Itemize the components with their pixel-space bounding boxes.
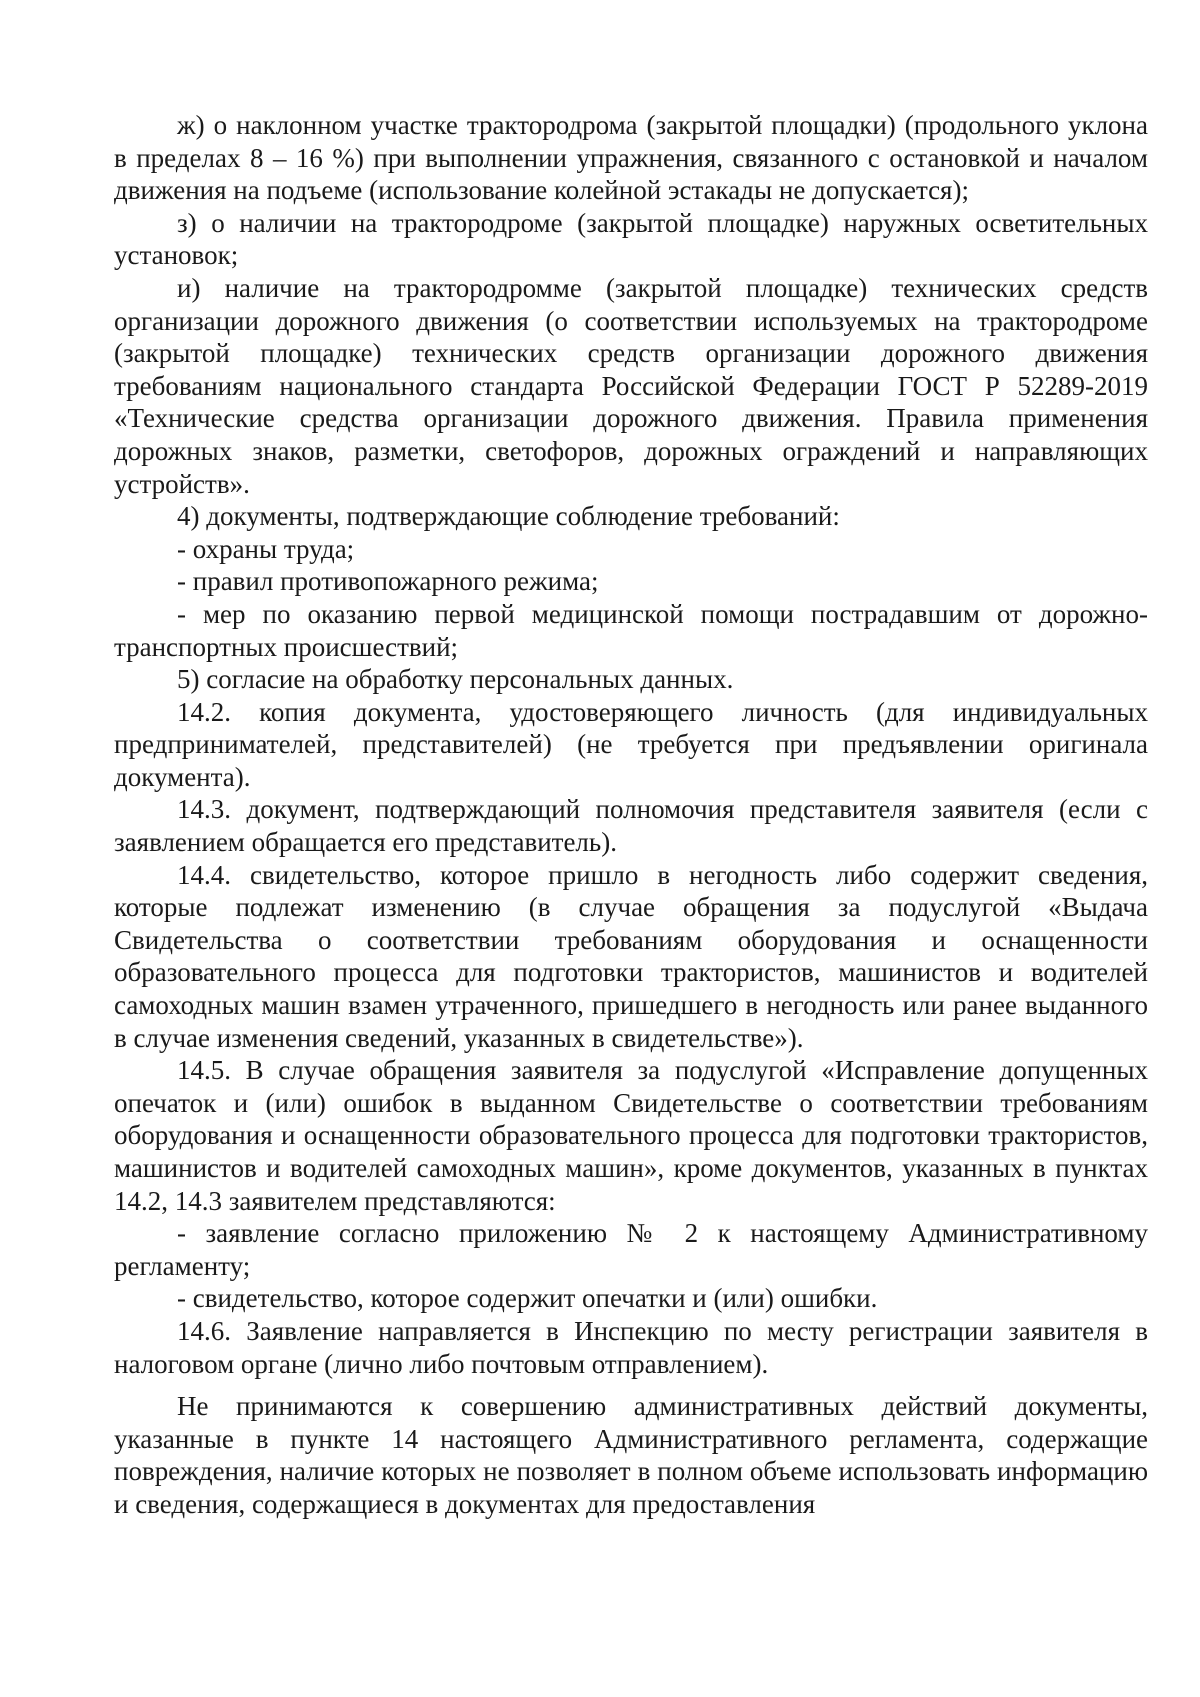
paragraph-14-2: 14.2. копия документа, удостоверяющего личность (для индивидуальных предпринимателей, представителей) (не требуется при предъявлении оригинала документа).: [114, 696, 1148, 792]
paragraph-14-5: 14.5. В случае обращения заявителя за подуслугой «Исправление допущенных опечаток и (или) ошибок в выданном Свидетельстве о соответствии требованиям оборудования и оснащенности образовательного процесса для подготовки трактористов, машинистов и водителей самоходных машин», кроме документов, указанных в пунктах 14.2, 14.3 заявителем представляются:: [114, 1055, 1148, 1216]
list-item-application: - заявление согласно приложению № 2 к настоящему Административному регламенту;: [114, 1218, 1148, 1281]
list-item-labor-protection: - охраны труда;: [177, 533, 355, 564]
paragraph-14-6: 14.6. Заявление направляется в Инспекцию по месту регистрации заявителя в налоговом органе (лично либо почтовым отправлением).: [114, 1315, 1148, 1379]
paragraph-4-documents: 4) документы, подтверждающие соблюдение требований:: [177, 501, 840, 532]
list-item-certificate: - свидетельство, которое содержит опечатки и (или) ошибки.: [177, 1283, 878, 1314]
document-body: [114, 109, 1148, 1521]
paragraph-i-traffic-means: и) наличие на трактородромме (закрытой площадке) технических средств организации дорожного движения (о соответствии используемых на трактородроме (закрытой площадке) технических средств организации дорожного движения требованиям национального стандарта Российской Федерации ГОСТ Р 52289-2019 «Технические средства организации дорожного движения. Правила применения дорожных знаков, разметки, светофоров, дорожных ограждений и направляющих устройств».: [114, 272, 1148, 499]
paragraph-zh-incline: ж) о наклонном участке трактородрома (закрытой площадки) (продольного уклона в пределах 8 – 16 %) при выполнении упражнения, связанного с остановкой и началом движения на подъеме (использование колейной эстакады не допускается);: [114, 110, 1148, 206]
paragraph-5-consent: 5) согласие на обработку персональных данных.: [177, 664, 734, 695]
paragraph-not-accepted: Не принимаются к совершению административных действий документы, указанные в пункте 14 настоящего Административного регламента, содержащие повреждения, наличие которых не позволяет в полном объеме использовать информацию и сведения, содержащиеся в документах для предоставления: [114, 1391, 1148, 1519]
list-item-fire-safety: - правил противопожарного режима;: [177, 566, 599, 597]
paragraph-14-3: 14.3. документ, подтверждающий полномочия представителя заявителя (если с заявлением обращается его представитель).: [114, 794, 1148, 858]
paragraph-z-lighting: з) о наличии на трактородроме (закрытой площадке) наружных осветительных установок;: [114, 207, 1148, 271]
paragraph-14-4: 14.4. свидетельство, которое пришло в негодность либо содержит сведения, которые подлежат изменению (в случае обращения за подуслугой «Выдача Свидетельства о соответствии требованиям оборудования и оснащенности образовательного процесса для подготовки трактористов, машинистов и водителей самоходных машин взамен утраченного, пришедшего в негодность или ранее выданного в случае изменения сведений, указанных в свидетельстве»).: [114, 859, 1148, 1053]
list-item-first-aid: - мер по оказанию первой медицинской помощи пострадавшим от дорожно-транспортных происшествий;: [114, 598, 1148, 662]
